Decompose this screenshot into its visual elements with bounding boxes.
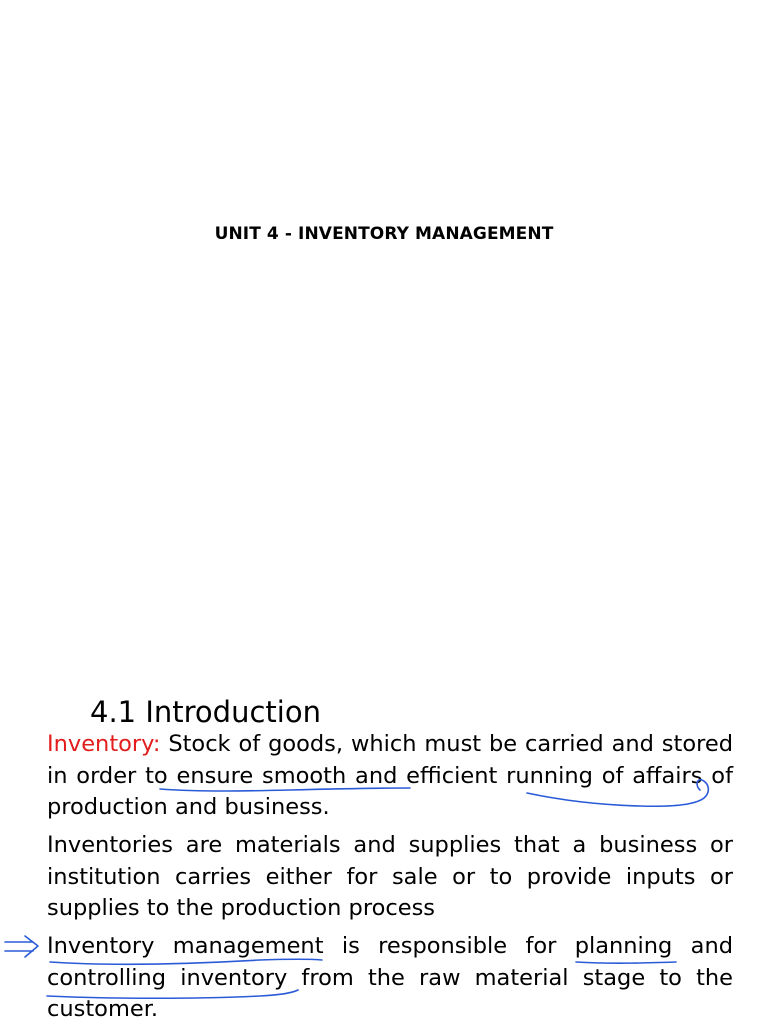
paragraph-inventory-definition (47, 729, 733, 824)
unit-title: UNIT 4 - INVENTORY MANAGEMENT (214, 224, 554, 244)
paragraph-inventories: Inventories are materials and supplies that a business or institution carries either for sale or to provide inputs or supplies to the production process (47, 832, 733, 921)
section-heading: 4.1 Introduction (90, 695, 321, 729)
paragraph-inventory-management: Inventory management is responsible for planning and controlling inventory from the raw material stage to the customer. (47, 933, 733, 1022)
term-inventory: Inventory: (47, 731, 161, 757)
paragraph-text: Stock of goods, which must be carried and stored in order to ensure smooth and efficient running of affairs of production and business. (47, 731, 733, 820)
arrow-icon (5, 936, 38, 957)
